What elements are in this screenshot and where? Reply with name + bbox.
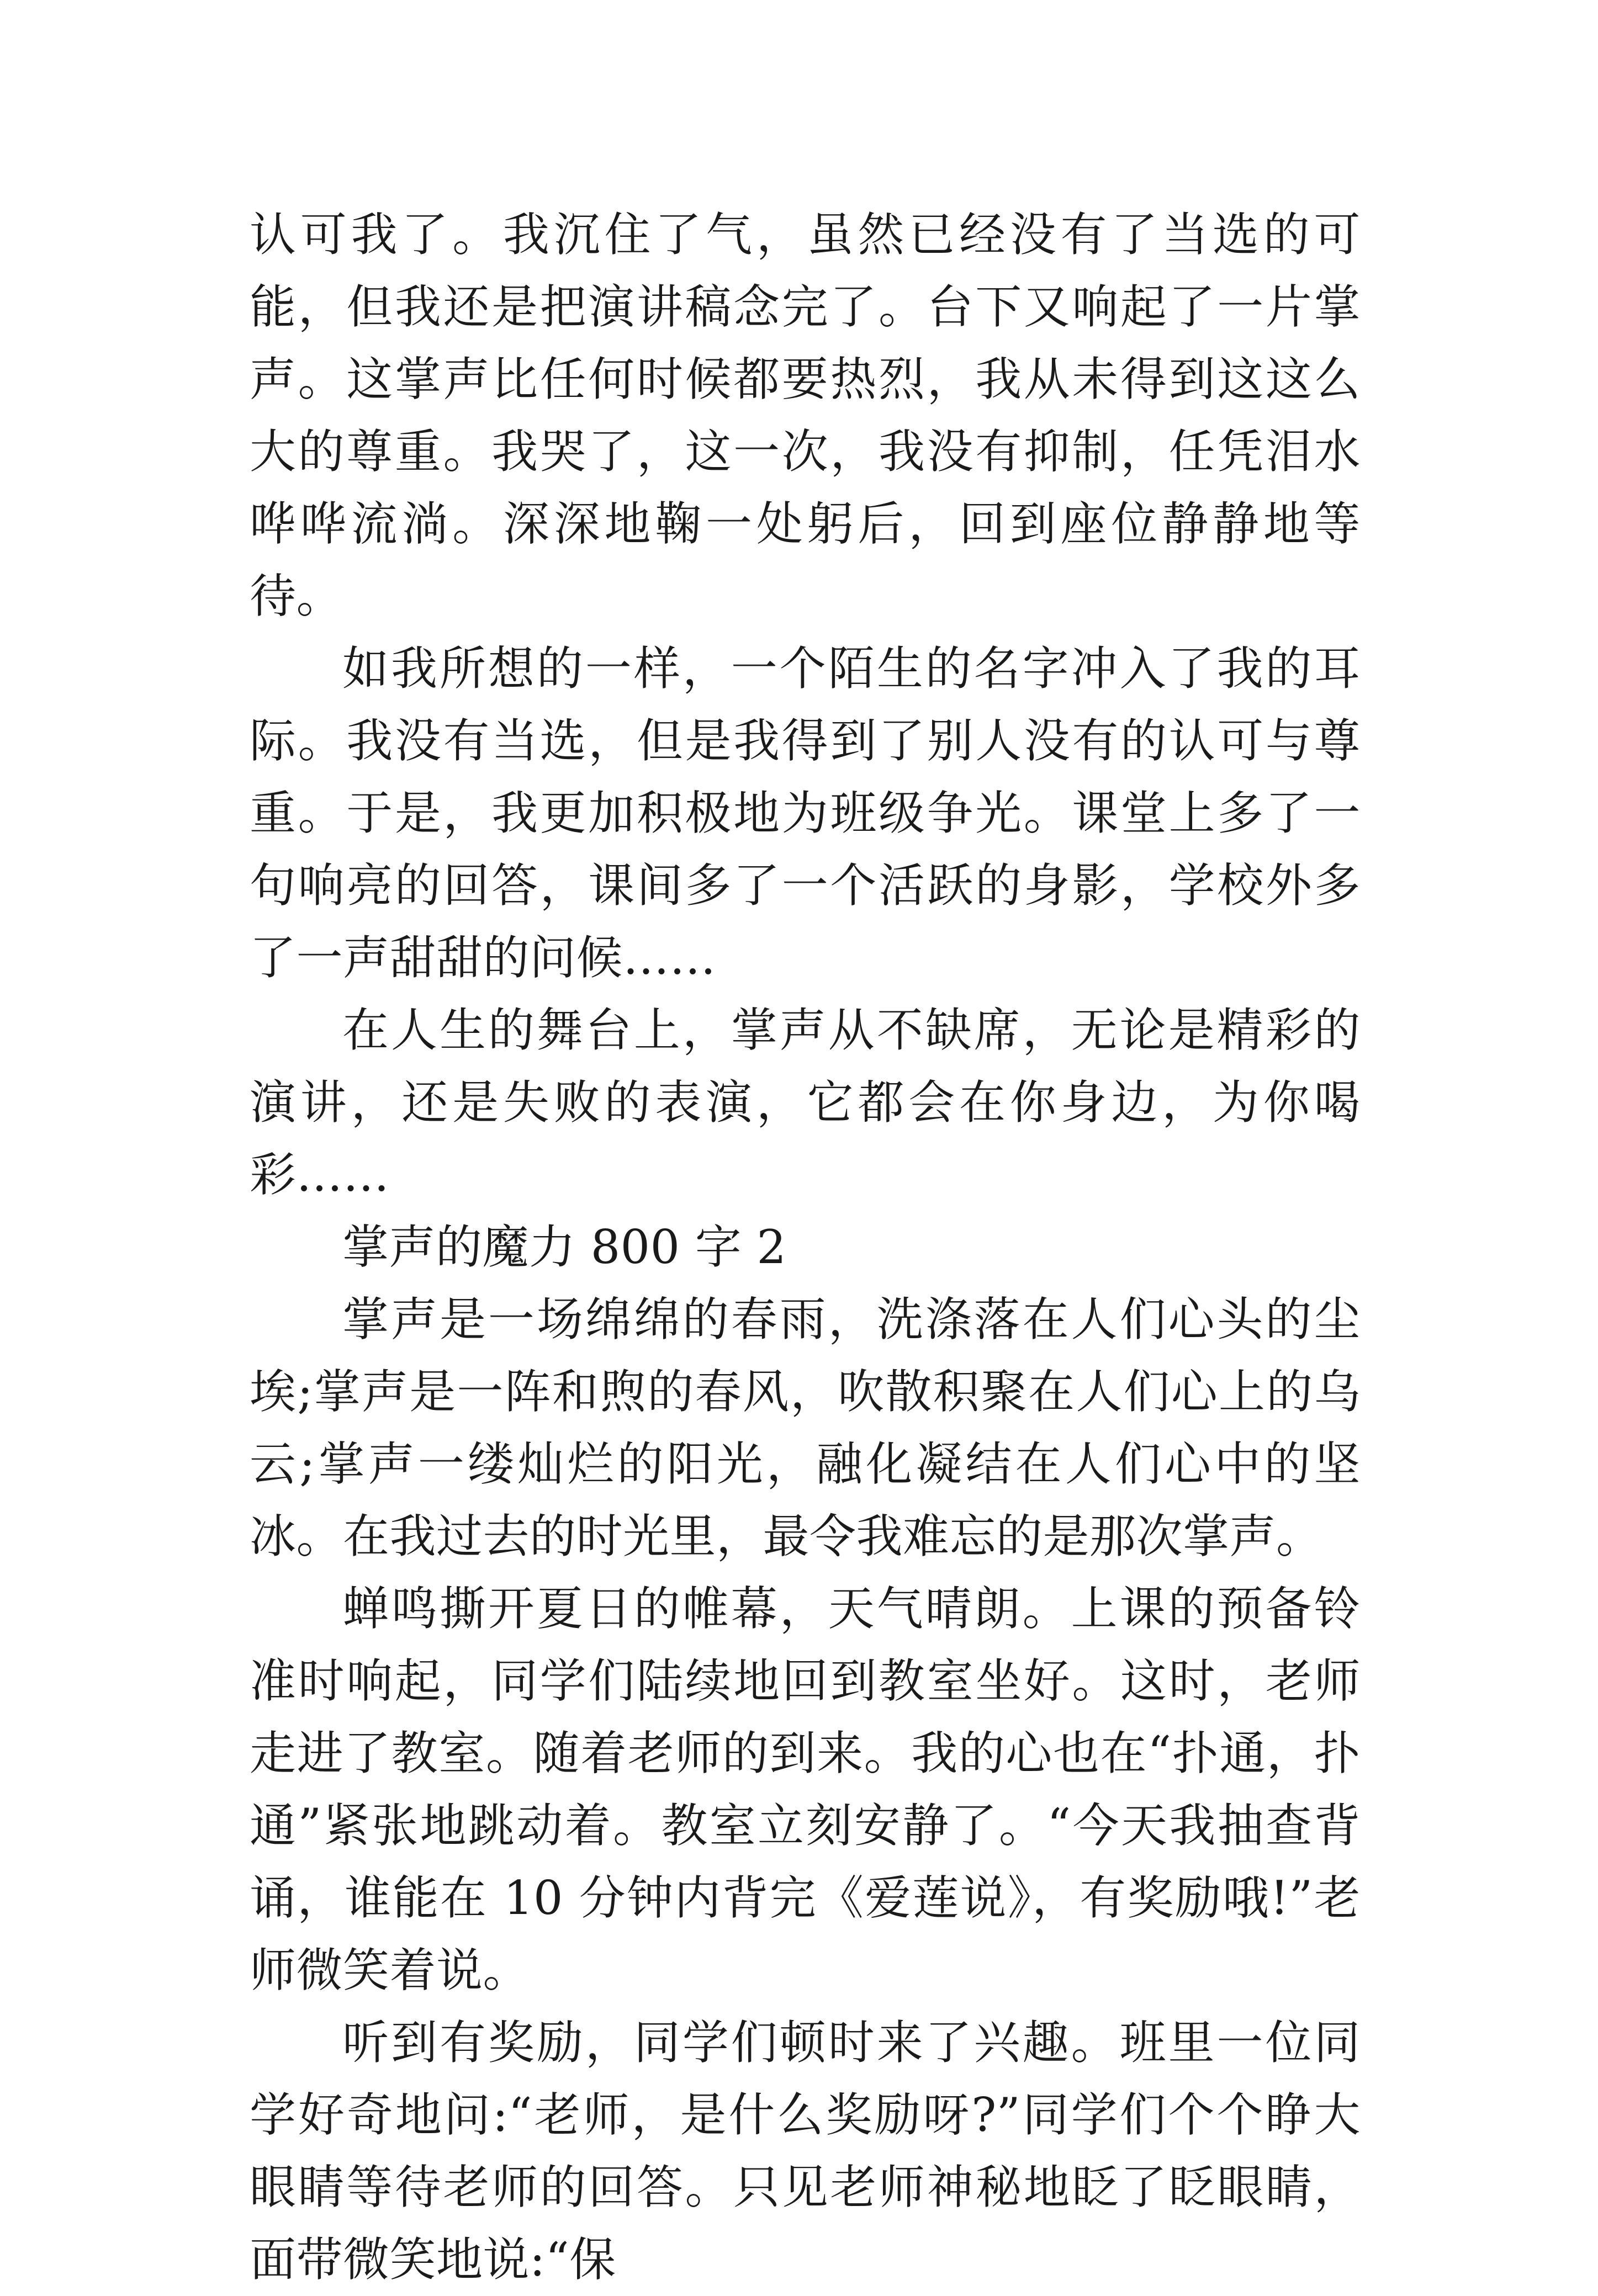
paragraph: 在人生的舞台上，掌声从不缺席，无论是精彩的演讲，还是失败的表演，它都会在你身边，为你喝彩……: [250, 1003, 1361, 1202]
paragraph: 听到有奖励，同学们顿时来了兴趣。班里一位同学好奇地问:“老师，是什么奖励呀?”同学们个个睁大眼睛等待老师的回答。只见老师神秘地眨了眨眼睛，面带微笑地说:“保: [250, 2016, 1361, 2287]
section-heading: 掌声的魔力 800 字 2: [342, 1220, 787, 1274]
paragraph: 蝉鸣撕开夏日的帷幕，天气晴朗。上课的预备铃准时响起，同学们陆续地回到教室坐好。这时，老师走进了教室。随着老师的到来。我的心也在“扑通，扑通”紧张地跳动着。教室立刻安静了。“今天我抽查背诵，谁能在 10 分钟内背完《爱莲说》，有奖励哦!”老师微笑着说。: [250, 1582, 1361, 1997]
paragraph: 掌声是一场绵绵的春雨，洗涤落在人们心头的尘埃;掌声是一阵和煦的春风，吹散积聚在人们心上的乌云;掌声一缕灿烂的阳光，融化凝结在人们心中的坚冰。在我过去的时光里，最令我难忘的是那次掌声。: [250, 1292, 1361, 1563]
paragraph: 如我所想的一样，一个陌生的名字冲入了我的耳际。我没有当选，但是我得到了别人没有的认可与尊重。于是，我更加积极地为班级争光。课堂上多了一句响亮的回答，课间多了一个活跃的身影，学校外多了一声甜甜的问候……: [250, 641, 1361, 985]
paragraph: 认可我了。我沉住了气，虽然已经没有了当选的可能，但我还是把演讲稿念完了。台下又响起了一片掌声。这掌声比任何时候都要热烈，我从未得到这这么大的尊重。我哭了，这一次，我没有抑制，任凭泪水哗哗流淌。深深地鞠一处躬后，回到座位静静地等待。: [250, 208, 1361, 623]
document-body: [250, 199, 1361, 2296]
